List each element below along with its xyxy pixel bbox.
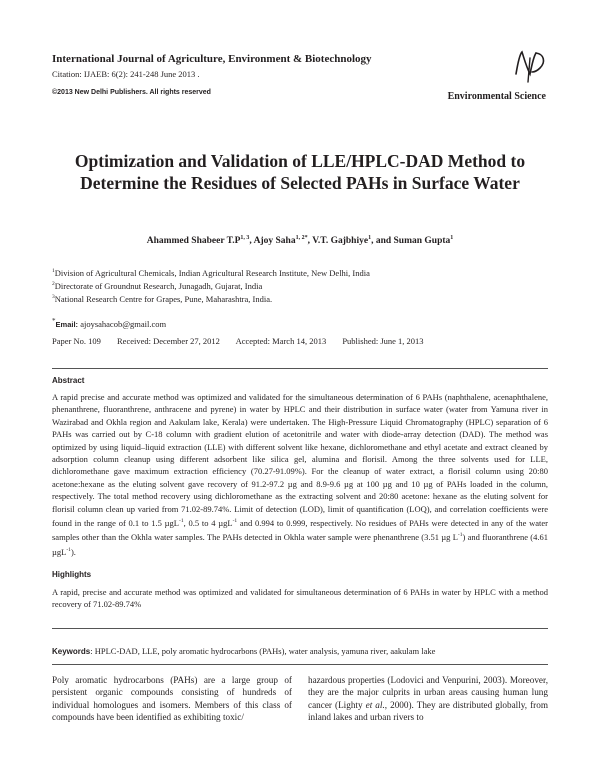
author-affiliation-mark: 1, 2* bbox=[295, 235, 308, 241]
email-address[interactable]: ajoysahacob@gmail.com bbox=[80, 318, 167, 329]
keywords bbox=[52, 646, 548, 656]
paper-title: Optimization and Validation of LLE/HPLC-DAD Method to Determine the Residues of Selected PAHs in Surface Water bbox=[74, 151, 526, 193]
paper-number: Paper No. 109 bbox=[52, 336, 101, 346]
abstract-text: A rapid precise and accurate method was optimized and validated for the simultaneous determination of 6 PAHs (naphthalene, acenaphthalene, phenanthrene, fluoranthrene, anthracene and pyrene) in water by HPLC and their distribution in surface water (water from Yamuna river in Wazirabad and Okhla region and Aakulam lake, Kerala) were undertaken. The High-Pressure Liquid Chromatography (HPLC) separation of 6 PAHs was carried out by C-18 column with gradient elution of acetonitrile and water with diode-array detection (DAD). The method was optimized by using liquid–liquid extraction (LLE) with different solvent like hexane, dichloromethane and ethyl acetate and extract cleaned by adsorption column cleanup using different adsorbent like silica gel, alumina and florisil. Among the three solvents used for LLE, dichloromethane gave maximum extraction efficiency (70.27-91.09%). For the cleanup of water extract, a florisil column using 20:80 acetone:hexane as the eluting solvent gave recovery of 91.2-97.2 µg and 8.9-9.6 µg at 100 µg and 10 µg of PAHs loaded in the column, respectively. The total method recovery using dichloromethane as the extracting solvent and 20:80 acetone: hexane as the eluting solvent for florisil column clean up varied from 71.02-89.74%. Limit of detection (LOD), limit of quantification (LOQ), and correlation coefficients were found in the range of 0.1 to 1.5 µgL$^{-1}$, 0.5 to 4 µgL$^{-1}$ and 0.994 to 0.999, respectively. No residues of PAHs were detected in any of the water samples other than the Okhla water samples. The PAHs detected in Okhla water sample were phenanthrene (3.51 µg $L^{-1}$) and fluoranthrene (4.61 µgL$^{-1}$). bbox=[52, 392, 549, 557]
body-column-left: Poly aromatic hydrocarbons (PAHs) are a large group of persistent organic compounds consisting of hundreds of individual homologues and isomers. Members of this class of compounds have been identified as exhibiting toxic/ bbox=[52, 675, 292, 723]
affiliation-text: Division of Agricultural Chemicals, Indian Agricultural Research Institute, New Delhi, India bbox=[54, 268, 370, 278]
highlights-heading: Highlights bbox=[52, 570, 92, 579]
author-affiliation-mark: 1 bbox=[368, 235, 372, 241]
affiliation-text: Directorate of Groundnut Research, Junagadh, Gujarat, India bbox=[54, 281, 263, 291]
divider bbox=[52, 664, 548, 665]
journal-name: International Journal of Agriculture, Environment & Biotechnology bbox=[52, 53, 372, 65]
author-name: V.T. Gajbhiye bbox=[312, 236, 369, 247]
abstract-heading: Abstract bbox=[52, 376, 85, 385]
divider bbox=[52, 368, 548, 369]
accepted-date: Accepted: March 14, 2013 bbox=[235, 336, 327, 346]
author-name: Suman Gupta bbox=[393, 236, 451, 247]
author-name: Ahammed Shabeer T.P bbox=[146, 236, 241, 247]
author-list bbox=[52, 235, 548, 246]
author-affiliation-mark: 1 bbox=[450, 235, 454, 241]
email-label: Email: bbox=[55, 319, 79, 329]
divider bbox=[52, 628, 548, 629]
citation: Citation: IJAEB: 6(2): 241-248 June 2013 . bbox=[52, 69, 200, 79]
published-date: Published: June 1, 2013 bbox=[342, 336, 424, 346]
affiliation-mark: 2 bbox=[52, 281, 55, 288]
affiliation bbox=[52, 281, 262, 291]
section-label: Environmental Science bbox=[447, 91, 546, 102]
author-separator: , and bbox=[371, 236, 394, 247]
affiliation-text: National Research Centre for Grapes, Pune, Maharashtra, India. bbox=[54, 294, 273, 304]
affiliation-mark: 3 bbox=[52, 294, 55, 301]
corresponding-mark: * bbox=[52, 317, 56, 325]
author-name: Ajoy Saha bbox=[253, 236, 296, 247]
received-date: Received: December 27, 2012 bbox=[117, 336, 220, 346]
author-affiliation-mark: 1, 3 bbox=[240, 235, 250, 241]
highlights-text: A rapid, precise and accurate method was optimized and validated for simultaneous determination of 6 PAHs in water by HPLC with a method recovery of 71.02-89.74% bbox=[52, 587, 548, 610]
affiliation bbox=[52, 268, 370, 278]
affiliation-mark: 1 bbox=[52, 268, 55, 275]
paper-dates bbox=[52, 336, 438, 346]
body-column-right: hazardous properties (Lodovici and Venpurini, 2003). Moreover, they are the major culprits in urban areas causing human lung cancer (Lighty et al., 2000). They are distributed globally, from inland lakes and urban rivers to bbox=[308, 675, 548, 723]
author-separator: , bbox=[249, 236, 254, 247]
keywords-text: : HPLC-DAD, LLE, poly aromatic hydrocarbons (PAHs), water analysis, yamuna river, aakulam lake bbox=[90, 646, 436, 656]
affiliation bbox=[52, 294, 272, 304]
author-separator: , bbox=[307, 236, 313, 247]
corresponding-email bbox=[52, 317, 166, 329]
keywords-label: Keywords bbox=[52, 647, 91, 656]
ndp-logo-icon bbox=[510, 44, 550, 84]
copyright: ©2013 New Delhi Publishers. All rights reserved bbox=[52, 89, 211, 96]
